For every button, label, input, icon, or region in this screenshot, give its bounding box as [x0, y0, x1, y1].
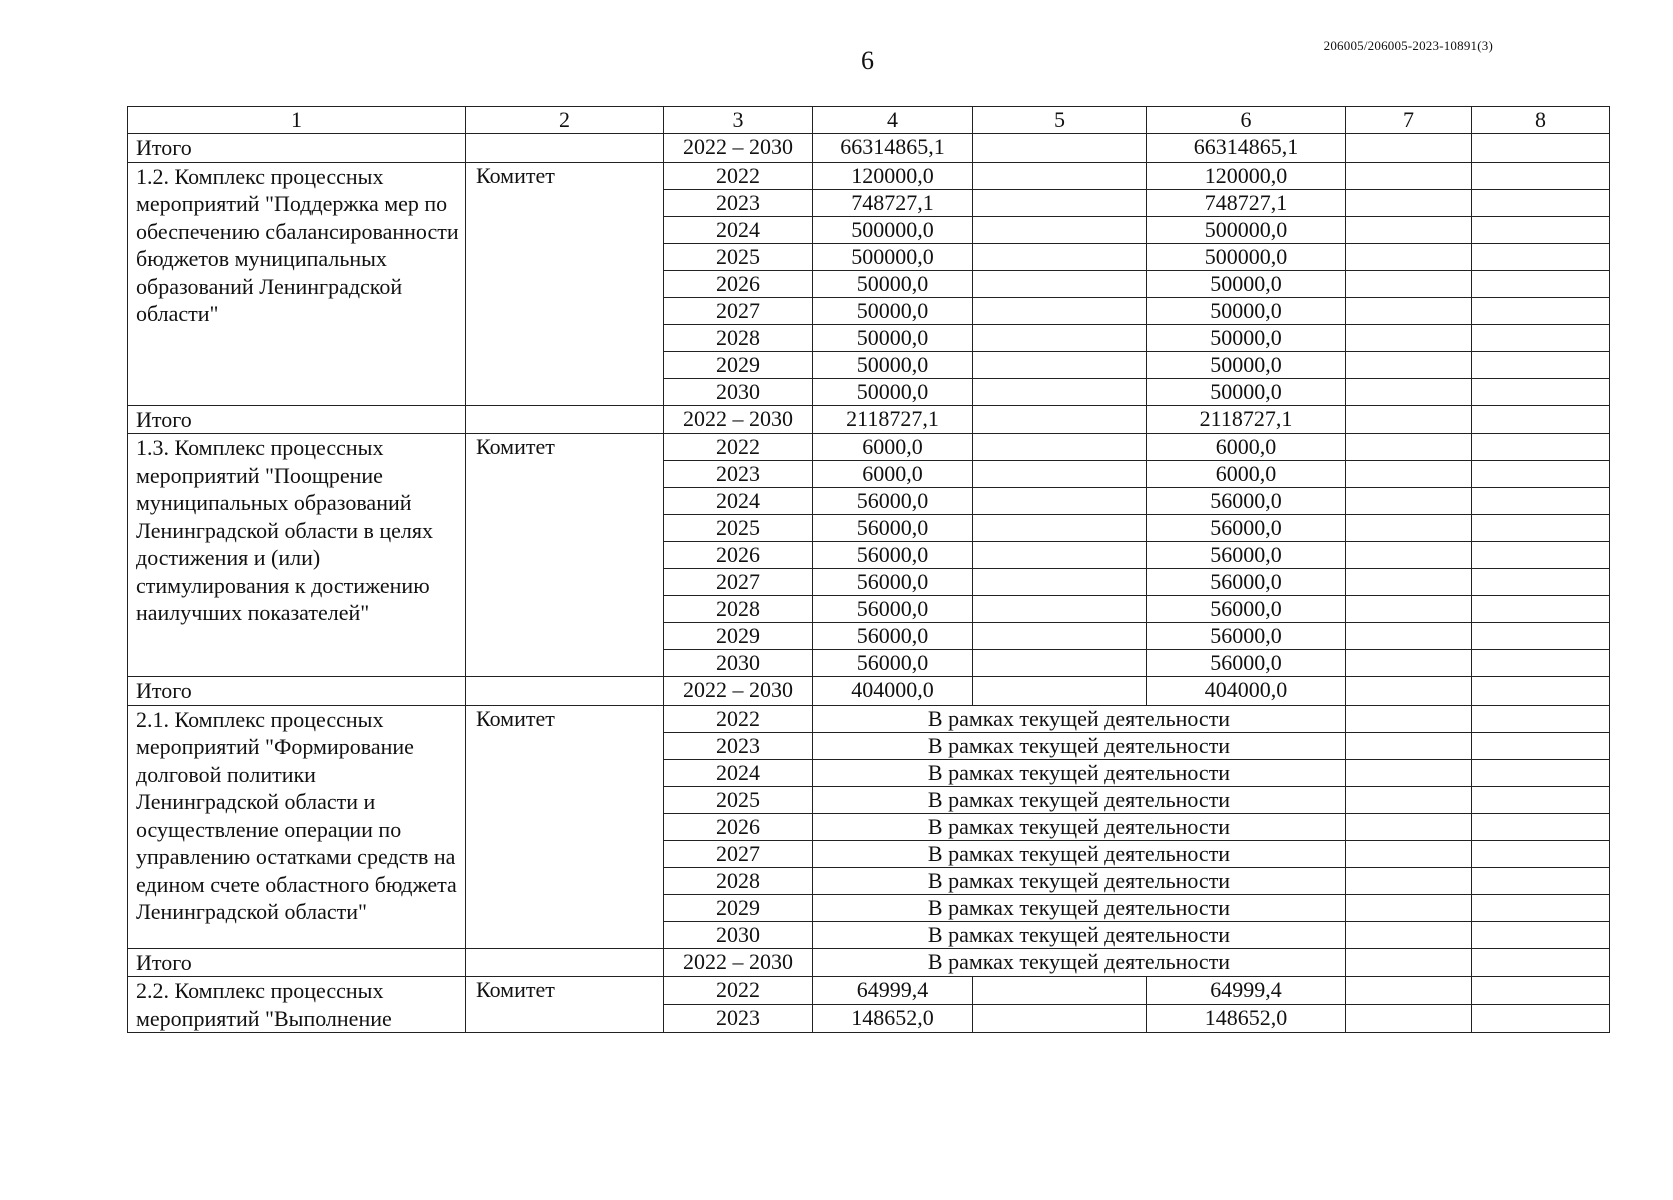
amount-col5	[973, 677, 1147, 706]
responsible-cell: Комитет	[466, 162, 664, 405]
amount-col4: 66314865,1	[813, 134, 973, 163]
amount-col7	[1346, 324, 1472, 351]
amount-col4: 56000,0	[813, 596, 973, 623]
amount-col6: 66314865,1	[1147, 134, 1346, 163]
amount-col7	[1346, 650, 1472, 677]
year-cell: 2023	[664, 189, 813, 216]
header-cell: 4	[813, 107, 973, 134]
status-cell: В рамках текущей деятельности	[813, 840, 1346, 867]
amount-col6: 56000,0	[1147, 569, 1346, 596]
year-cell: 2026	[664, 270, 813, 297]
status-cell: В рамках текущей деятельности	[813, 813, 1346, 840]
amount-col8	[1472, 270, 1610, 297]
amount-col4: 6000,0	[813, 434, 973, 461]
amount-col7	[1346, 243, 1472, 270]
amount-col7	[1346, 488, 1472, 515]
amount-col5	[973, 488, 1147, 515]
year-cell: 2027	[664, 569, 813, 596]
amount-col4: 50000,0	[813, 378, 973, 405]
amount-col5	[973, 650, 1147, 677]
amount-col7	[1346, 162, 1472, 189]
period-cell: 2022 – 2030	[664, 677, 813, 706]
year-cell: 2027	[664, 840, 813, 867]
year-cell: 2022	[664, 705, 813, 732]
amount-col8	[1472, 378, 1610, 405]
amount-col6: 50000,0	[1147, 351, 1346, 378]
amount-col7	[1346, 732, 1472, 759]
year-cell: 2029	[664, 351, 813, 378]
amount-col8	[1472, 759, 1610, 786]
amount-col7	[1346, 705, 1472, 732]
total-label: Итого	[128, 948, 466, 977]
amount-col8	[1472, 813, 1610, 840]
year-cell: 2026	[664, 813, 813, 840]
amount-col7	[1346, 948, 1472, 977]
amount-col7	[1346, 351, 1472, 378]
amount-col8	[1472, 786, 1610, 813]
responsible-cell	[466, 405, 664, 434]
amount-col4: 404000,0	[813, 677, 973, 706]
amount-col8	[1472, 351, 1610, 378]
year-row	[128, 705, 1610, 732]
amount-col5	[973, 977, 1147, 1005]
amount-col6: 50000,0	[1147, 378, 1346, 405]
amount-col4: 56000,0	[813, 488, 973, 515]
amount-col5	[973, 405, 1147, 434]
amount-col8	[1472, 134, 1610, 163]
amount-col5	[973, 515, 1147, 542]
period-cell: 2022 – 2030	[664, 134, 813, 163]
amount-col6: 56000,0	[1147, 596, 1346, 623]
amount-col7	[1346, 461, 1472, 488]
header-cell: 3	[664, 107, 813, 134]
amount-col7	[1346, 515, 1472, 542]
amount-col4: 50000,0	[813, 351, 973, 378]
amount-col6: 56000,0	[1147, 623, 1346, 650]
measure-name: 2.2. Комплекс процессных мероприятий "Выполнение	[128, 977, 466, 1033]
amount-col8	[1472, 840, 1610, 867]
amount-col6: 56000,0	[1147, 488, 1346, 515]
amount-col7	[1346, 134, 1472, 163]
status-cell: В рамках текущей деятельности	[813, 894, 1346, 921]
amount-col5	[973, 324, 1147, 351]
amount-col6: 6000,0	[1147, 461, 1346, 488]
responsible-cell: Комитет	[466, 705, 664, 948]
measure-name: 1.3. Комплекс процессных мероприятий "Поощрение муниципальных образований Ленинградской области в целях достижения и (или) стимулирования к достижению наилучших показателей"	[128, 434, 466, 677]
amount-col4: 6000,0	[813, 461, 973, 488]
amount-col7	[1346, 378, 1472, 405]
budget-table	[127, 106, 1610, 1033]
header-cell: 7	[1346, 107, 1472, 134]
status-cell: В рамках текущей деятельности	[813, 705, 1346, 732]
amount-col8	[1472, 162, 1610, 189]
amount-col4: 50000,0	[813, 297, 973, 324]
responsible-cell	[466, 948, 664, 977]
amount-col8	[1472, 461, 1610, 488]
year-cell: 2024	[664, 216, 813, 243]
amount-col5	[973, 1005, 1147, 1033]
amount-col6: 2118727,1	[1147, 405, 1346, 434]
amount-col4: 2118727,1	[813, 405, 973, 434]
amount-col8	[1472, 677, 1610, 706]
amount-col7	[1346, 677, 1472, 706]
amount-col7	[1346, 894, 1472, 921]
amount-col6: 148652,0	[1147, 1005, 1346, 1033]
year-cell: 2022	[664, 162, 813, 189]
year-cell: 2025	[664, 786, 813, 813]
amount-col5	[973, 461, 1147, 488]
amount-col5	[973, 189, 1147, 216]
status-cell: В рамках текущей деятельности	[813, 921, 1346, 948]
amount-col8	[1472, 977, 1610, 1005]
amount-col8	[1472, 515, 1610, 542]
amount-col4: 56000,0	[813, 515, 973, 542]
amount-col6: 6000,0	[1147, 434, 1346, 461]
status-cell: В рамках текущей деятельности	[813, 867, 1346, 894]
amount-col8	[1472, 542, 1610, 569]
header-cell: 1	[128, 107, 466, 134]
header-cell: 2	[466, 107, 664, 134]
amount-col4: 50000,0	[813, 324, 973, 351]
amount-col8	[1472, 243, 1610, 270]
year-cell: 2026	[664, 542, 813, 569]
year-cell: 2030	[664, 921, 813, 948]
period-cell: 2022 – 2030	[664, 405, 813, 434]
amount-col7	[1346, 623, 1472, 650]
year-cell: 2023	[664, 461, 813, 488]
year-cell: 2029	[664, 623, 813, 650]
amount-col7	[1346, 759, 1472, 786]
total-label: Итого	[128, 134, 466, 163]
amount-col4: 64999,4	[813, 977, 973, 1005]
amount-col8	[1472, 948, 1610, 977]
amount-col5	[973, 162, 1147, 189]
amount-col5	[973, 596, 1147, 623]
year-cell: 2028	[664, 867, 813, 894]
year-row	[128, 977, 1610, 1005]
responsible-cell	[466, 134, 664, 163]
amount-col4: 500000,0	[813, 243, 973, 270]
amount-col7	[1346, 569, 1472, 596]
amount-col5	[973, 270, 1147, 297]
amount-col7	[1346, 216, 1472, 243]
amount-col6: 50000,0	[1147, 324, 1346, 351]
amount-col4: 56000,0	[813, 650, 973, 677]
year-cell: 2024	[664, 759, 813, 786]
total-row	[128, 677, 1610, 706]
amount-col8	[1472, 1005, 1610, 1033]
amount-col7	[1346, 840, 1472, 867]
year-cell: 2023	[664, 732, 813, 759]
document-id: 206005/206005-2023-10891(3)	[1323, 38, 1493, 53]
amount-col7	[1346, 786, 1472, 813]
year-cell: 2029	[664, 894, 813, 921]
status-cell: В рамках текущей деятельности	[813, 759, 1346, 786]
amount-col8	[1472, 434, 1610, 461]
year-row	[128, 162, 1610, 189]
year-cell: 2025	[664, 243, 813, 270]
table-body	[128, 107, 1610, 1033]
amount-col4: 50000,0	[813, 270, 973, 297]
responsible-cell: Комитет	[466, 434, 664, 677]
amount-col6: 50000,0	[1147, 270, 1346, 297]
amount-col7	[1346, 813, 1472, 840]
year-cell: 2022	[664, 977, 813, 1005]
total-row	[128, 134, 1610, 163]
amount-col5	[973, 542, 1147, 569]
amount-col4: 56000,0	[813, 542, 973, 569]
amount-col8	[1472, 894, 1610, 921]
total-row	[128, 948, 1610, 977]
amount-col4: 148652,0	[813, 1005, 973, 1033]
year-cell: 2024	[664, 488, 813, 515]
year-row	[128, 434, 1610, 461]
amount-col7	[1346, 977, 1472, 1005]
amount-col4: 748727,1	[813, 189, 973, 216]
amount-col8	[1472, 189, 1610, 216]
amount-col5	[973, 378, 1147, 405]
amount-col8	[1472, 596, 1610, 623]
amount-col6: 500000,0	[1147, 243, 1346, 270]
amount-col5	[973, 434, 1147, 461]
amount-col7	[1346, 921, 1472, 948]
amount-col5	[973, 216, 1147, 243]
period-cell: 2022 – 2030	[664, 948, 813, 977]
amount-col4: 120000,0	[813, 162, 973, 189]
status-cell: В рамках текущей деятельности	[813, 732, 1346, 759]
amount-col6: 56000,0	[1147, 650, 1346, 677]
header-cell: 8	[1472, 107, 1610, 134]
amount-col8	[1472, 569, 1610, 596]
amount-col5	[973, 623, 1147, 650]
total-label: Итого	[128, 677, 466, 706]
amount-col8	[1472, 921, 1610, 948]
amount-col6: 500000,0	[1147, 216, 1346, 243]
year-cell: 2030	[664, 650, 813, 677]
amount-col7	[1346, 867, 1472, 894]
year-cell: 2027	[664, 297, 813, 324]
responsible-cell: Комитет	[466, 977, 664, 1033]
year-cell: 2022	[664, 434, 813, 461]
amount-col8	[1472, 297, 1610, 324]
total-label: Итого	[128, 405, 466, 434]
amount-col8	[1472, 405, 1610, 434]
amount-col6: 50000,0	[1147, 297, 1346, 324]
amount-col7	[1346, 270, 1472, 297]
amount-col7	[1346, 405, 1472, 434]
header-cell: 6	[1147, 107, 1346, 134]
amount-col7	[1346, 542, 1472, 569]
amount-col4: 500000,0	[813, 216, 973, 243]
amount-col7	[1346, 297, 1472, 324]
amount-col4: 56000,0	[813, 623, 973, 650]
year-cell: 2030	[664, 378, 813, 405]
header-row	[128, 107, 1610, 134]
year-cell: 2028	[664, 324, 813, 351]
year-cell: 2028	[664, 596, 813, 623]
amount-col5	[973, 243, 1147, 270]
header-cell: 5	[973, 107, 1147, 134]
amount-col8	[1472, 732, 1610, 759]
total-row	[128, 405, 1610, 434]
amount-col7	[1346, 189, 1472, 216]
amount-col4: 56000,0	[813, 569, 973, 596]
amount-col5	[973, 351, 1147, 378]
amount-col5	[973, 134, 1147, 163]
page-number: 6	[861, 46, 874, 75]
amount-col8	[1472, 488, 1610, 515]
amount-col8	[1472, 705, 1610, 732]
measure-name: 2.1. Комплекс процессных мероприятий "Формирование долговой политики Ленинградской области и осуществление операции по управлению остатками средств на едином счете областного бюджета Ленинградской области"	[128, 705, 466, 948]
amount-col6: 120000,0	[1147, 162, 1346, 189]
measure-name: 1.2. Комплекс процессных мероприятий "Поддержка мер по обеспечению сбалансированности бюджетов муниципальных образований Ленинградской области"	[128, 162, 466, 405]
amount-col7	[1346, 596, 1472, 623]
responsible-cell	[466, 677, 664, 706]
amount-col5	[973, 569, 1147, 596]
amount-col7	[1346, 434, 1472, 461]
amount-col5	[973, 297, 1147, 324]
amount-col6: 404000,0	[1147, 677, 1346, 706]
amount-col6: 56000,0	[1147, 542, 1346, 569]
amount-col7	[1346, 1005, 1472, 1033]
amount-col8	[1472, 216, 1610, 243]
status-cell: В рамках текущей деятельности	[813, 786, 1346, 813]
amount-col8	[1472, 867, 1610, 894]
amount-col8	[1472, 623, 1610, 650]
status-cell: В рамках текущей деятельности	[813, 948, 1346, 977]
year-cell: 2023	[664, 1005, 813, 1033]
year-cell: 2025	[664, 515, 813, 542]
amount-col6: 56000,0	[1147, 515, 1346, 542]
amount-col8	[1472, 324, 1610, 351]
amount-col6: 64999,4	[1147, 977, 1346, 1005]
amount-col6: 748727,1	[1147, 189, 1346, 216]
amount-col8	[1472, 650, 1610, 677]
